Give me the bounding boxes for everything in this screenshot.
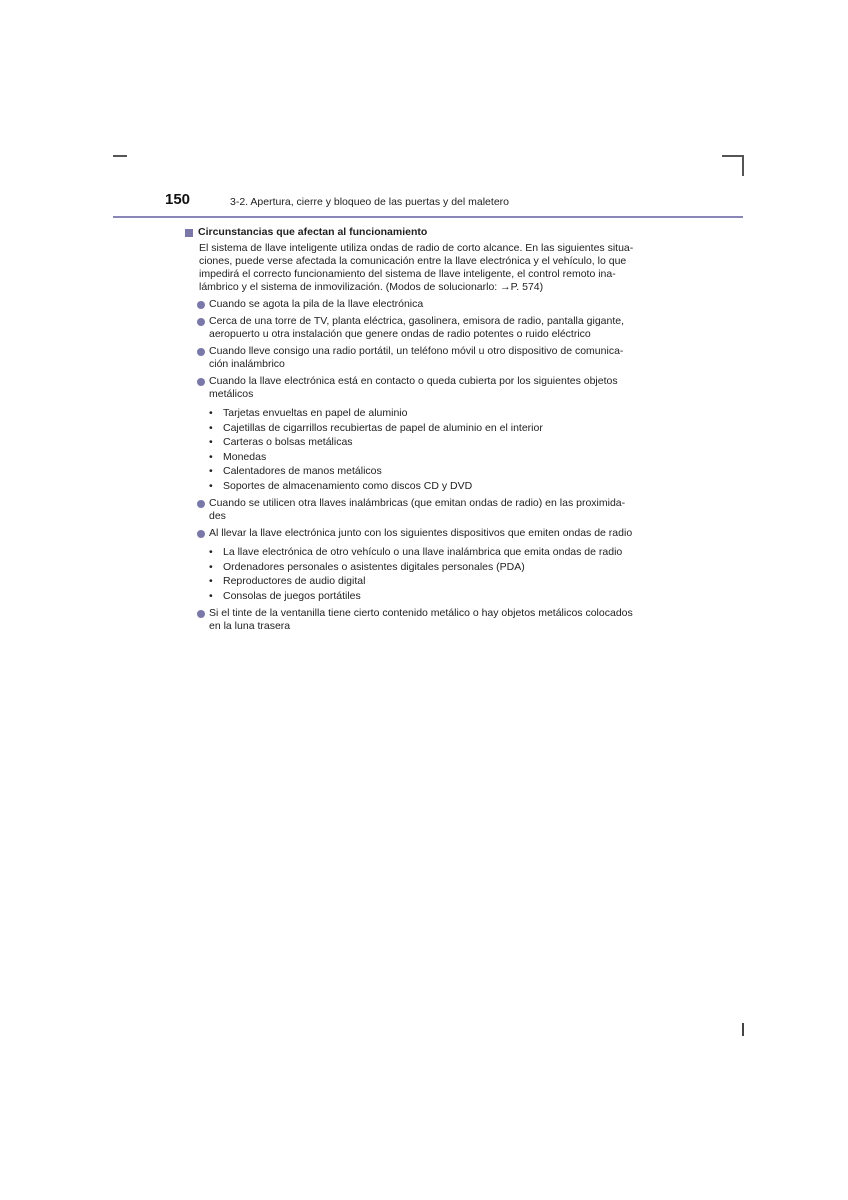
square-bullet-icon xyxy=(185,229,193,237)
sub-bullet-icon: • xyxy=(209,421,213,434)
sub-item xyxy=(209,435,665,450)
bullet-text xyxy=(209,607,665,633)
sub-item-text: Soportes de almacenamiento como discos CD y DVD xyxy=(223,479,473,492)
bullet-list xyxy=(185,298,665,633)
bullet-item xyxy=(197,607,665,633)
section-content xyxy=(185,226,665,633)
crop-mark-top-left xyxy=(113,155,127,157)
intro-line: impedirá el correcto funcionamiento del sistema de llave inteligente, el control remoto ina- xyxy=(199,268,616,280)
section-heading xyxy=(185,226,665,239)
sub-item-text: Tarjetas envueltas en papel de aluminio xyxy=(223,407,408,419)
bullet-text xyxy=(209,315,665,341)
sub-item-text: Monedas xyxy=(223,450,267,463)
bullet-text xyxy=(209,527,665,540)
sub-item xyxy=(209,545,665,560)
bullet-text xyxy=(209,497,665,523)
sub-item xyxy=(209,406,665,421)
bullet-item xyxy=(197,298,665,311)
circle-bullet-icon xyxy=(197,500,205,508)
sub-item-text: La llave electrónica de otro vehículo o una llave inalámbrica que emita ondas de radio xyxy=(223,546,623,558)
bullet-item xyxy=(197,315,665,341)
sub-item xyxy=(209,589,665,604)
bullet-line: ción inalámbrico xyxy=(209,358,285,370)
bullet-line: des xyxy=(209,510,226,522)
header-rule xyxy=(113,216,743,218)
bullet-text xyxy=(209,345,665,371)
sub-bullet-icon: • xyxy=(209,575,213,587)
sub-item-text: Carteras o bolsas metálicas xyxy=(223,436,353,448)
circle-bullet-icon xyxy=(197,318,205,326)
crop-mark-top-right-h xyxy=(722,155,744,157)
bullet-line: Al llevar la llave electrónica junto con los siguientes dispositivos que emiten ondas de radio xyxy=(209,527,633,539)
margin-mark xyxy=(742,1023,744,1036)
crop-mark-top-right-v xyxy=(742,155,744,176)
bullet-line: Cuando se utilicen otra llaves inalámbricas (que emitan ondas de radio) en las proximida- xyxy=(209,497,626,509)
circle-bullet-icon xyxy=(197,378,205,386)
bullet-item xyxy=(197,527,665,540)
intro-line: lámbrico y el sistema de inmovilización. (Modos de solucionarlo: →P. 574) xyxy=(199,281,544,293)
bullet-line: aeropuerto u otra instalación que genere ondas de radio potentes o ruido eléctrico xyxy=(209,328,591,340)
sub-item-text: Reproductores de audio digital xyxy=(223,575,366,587)
sub-item xyxy=(209,560,665,575)
sub-bullet-icon: • xyxy=(209,465,213,477)
sub-bullet-icon: • xyxy=(209,589,213,602)
sub-item-text: Cajetillas de cigarrillos recubiertas de papel de aluminio en el interior xyxy=(223,421,543,434)
bullet-line: en la luna trasera xyxy=(209,620,291,632)
sub-bullet-icon: • xyxy=(209,407,213,419)
bullet-item xyxy=(197,345,665,371)
sub-item xyxy=(209,479,665,494)
circle-bullet-icon xyxy=(197,301,205,309)
bullet-line: Cuando lleve consigo una radio portátil, un teléfono móvil u otro dispositivo de comunica- xyxy=(209,345,624,357)
intro-paragraph xyxy=(199,242,665,294)
sub-bullet-icon: • xyxy=(209,479,213,492)
circle-bullet-icon xyxy=(197,530,205,538)
sub-item-text: Calentadores de manos metálicos xyxy=(223,465,382,477)
sub-item xyxy=(209,574,665,589)
intro-line: El sistema de llave inteligente utiliza ondas de radio de corto alcance. En las siguientes situa- xyxy=(199,242,634,254)
sub-item xyxy=(209,421,665,436)
sub-bullet-icon: • xyxy=(209,450,213,463)
bullet-line: metálicos xyxy=(209,388,254,400)
circle-bullet-icon xyxy=(197,348,205,356)
sub-list xyxy=(209,406,665,493)
bullet-line: Cerca de una torre de TV, planta eléctrica, gasolinera, emisora de radio, pantalla gigante, xyxy=(209,315,625,327)
sub-item xyxy=(209,464,665,479)
bullet-text xyxy=(209,375,665,401)
bullet-text xyxy=(209,298,665,311)
sub-item-text: Ordenadores personales o asistentes digitales personales (PDA) xyxy=(223,560,525,573)
circle-bullet-icon xyxy=(197,610,205,618)
sub-bullet-icon: • xyxy=(209,436,213,448)
page-number: 150 xyxy=(165,191,191,208)
sub-list xyxy=(209,545,665,603)
chapter-title: 3-2. Apertura, cierre y bloqueo de las puertas y del maletero xyxy=(230,196,509,208)
bullet-item xyxy=(197,497,665,523)
bullet-line: Cuando se agota la pila de la llave electrónica xyxy=(209,298,424,310)
bullet-item xyxy=(197,375,665,401)
section-heading-text: Circunstancias que afectan al funcionamiento xyxy=(198,226,428,238)
sub-bullet-icon: • xyxy=(209,546,213,558)
bullet-line: Si el tinte de la ventanilla tiene cierto contenido metálico o hay objetos metálicos colocados xyxy=(209,607,633,619)
sub-bullet-icon: • xyxy=(209,560,213,573)
sub-item xyxy=(209,450,665,465)
bullet-line: Cuando la llave electrónica está en contacto o queda cubierta por los siguientes objetos xyxy=(209,375,618,387)
intro-line: ciones, puede verse afectada la comunicación entre la llave electrónica y el vehículo, lo que xyxy=(199,255,627,267)
sub-item-text: Consolas de juegos portátiles xyxy=(223,589,361,602)
